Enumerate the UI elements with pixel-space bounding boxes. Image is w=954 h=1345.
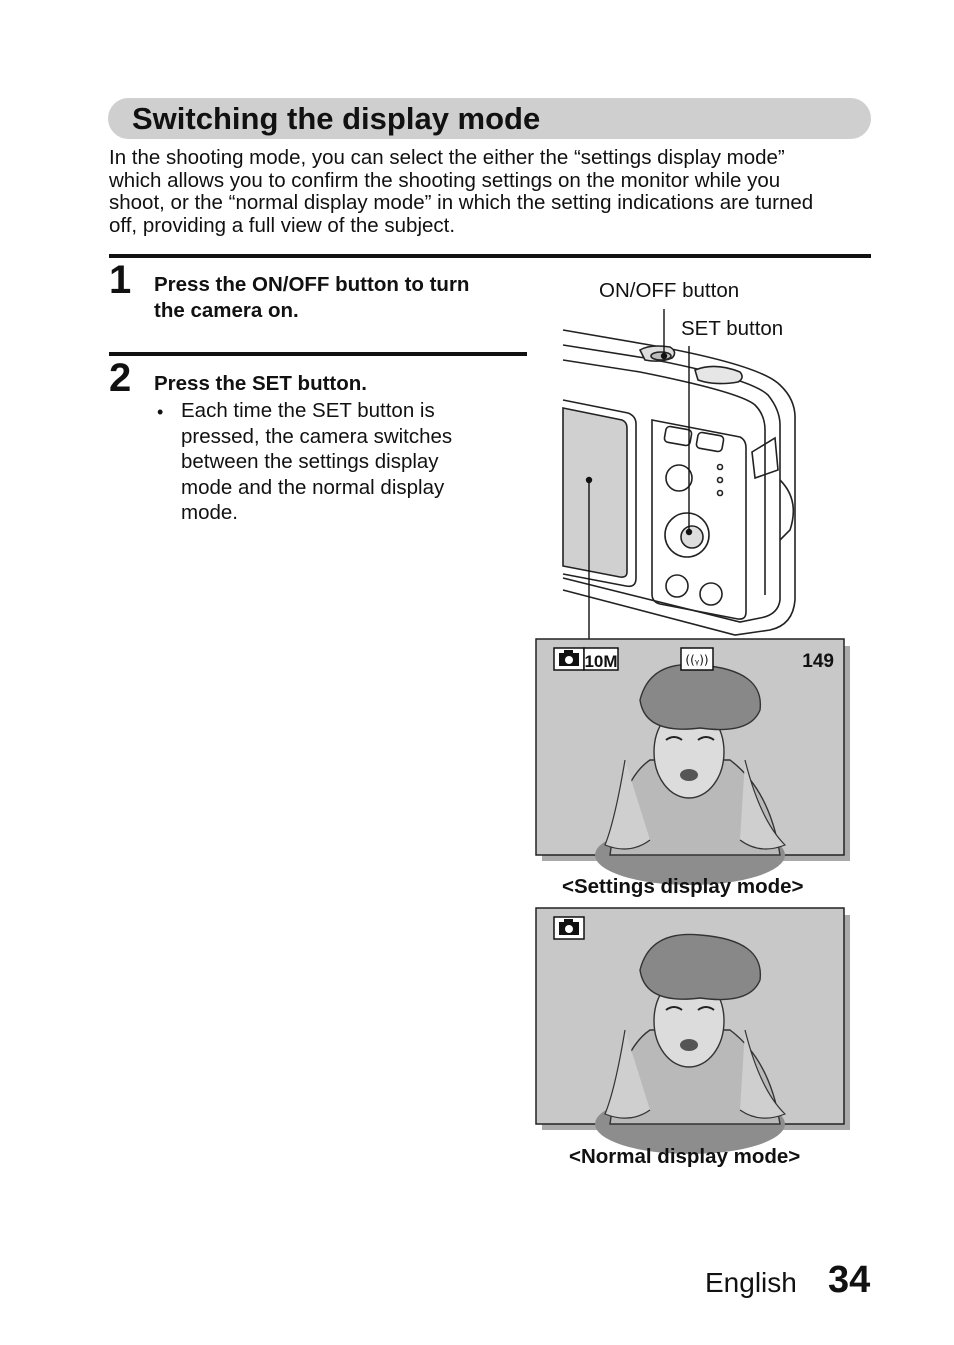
page-number: 34 xyxy=(828,1259,871,1301)
shots-remaining: 149 xyxy=(802,651,834,672)
footer-language: English xyxy=(705,1267,797,1298)
intro-line: which allows you to confirm the shooting settings on the monitor while you xyxy=(109,168,781,192)
camera-mode-icon xyxy=(554,648,584,670)
step-1-number: 1 xyxy=(109,258,132,302)
settings-mode-caption: <Settings display mode> xyxy=(562,875,804,898)
step-2-title-line: Press the SET button. xyxy=(154,372,367,395)
bullet-line: Each time the SET button is xyxy=(181,399,435,422)
intro-line: In the shooting mode, you can select the either the “settings display mode” xyxy=(109,146,785,169)
step-1-title-line: the camera on. xyxy=(154,299,299,322)
image-stabilizer-icon xyxy=(681,648,713,670)
step-2-number: 2 xyxy=(109,356,132,400)
svg-text:((ᵧ)): ((ᵧ)) xyxy=(685,653,709,667)
set-button-label: SET button xyxy=(681,317,784,340)
step-1-title-line: Press the ON/OFF button to turn xyxy=(154,273,470,296)
resolution-label: 10M xyxy=(584,652,618,671)
bullet-line: between the settings display xyxy=(181,450,439,473)
intro-line: off, providing a full view of the subject. xyxy=(109,213,456,237)
bullet-line: mode and the normal display xyxy=(181,475,445,499)
on-off-button-label: ON/OFF button xyxy=(599,279,740,302)
camera-mode-icon xyxy=(554,917,584,939)
bullet-line: mode. xyxy=(181,501,238,524)
bullet-line: pressed, the camera switches xyxy=(181,424,453,448)
page-title: Switching the display mode xyxy=(132,101,541,136)
bullet-marker: • xyxy=(157,402,164,422)
intro-line: shoot, or the “normal display mode” in which the setting indications are turned xyxy=(109,191,814,214)
normal-mode-caption: <Normal display mode> xyxy=(569,1145,801,1168)
